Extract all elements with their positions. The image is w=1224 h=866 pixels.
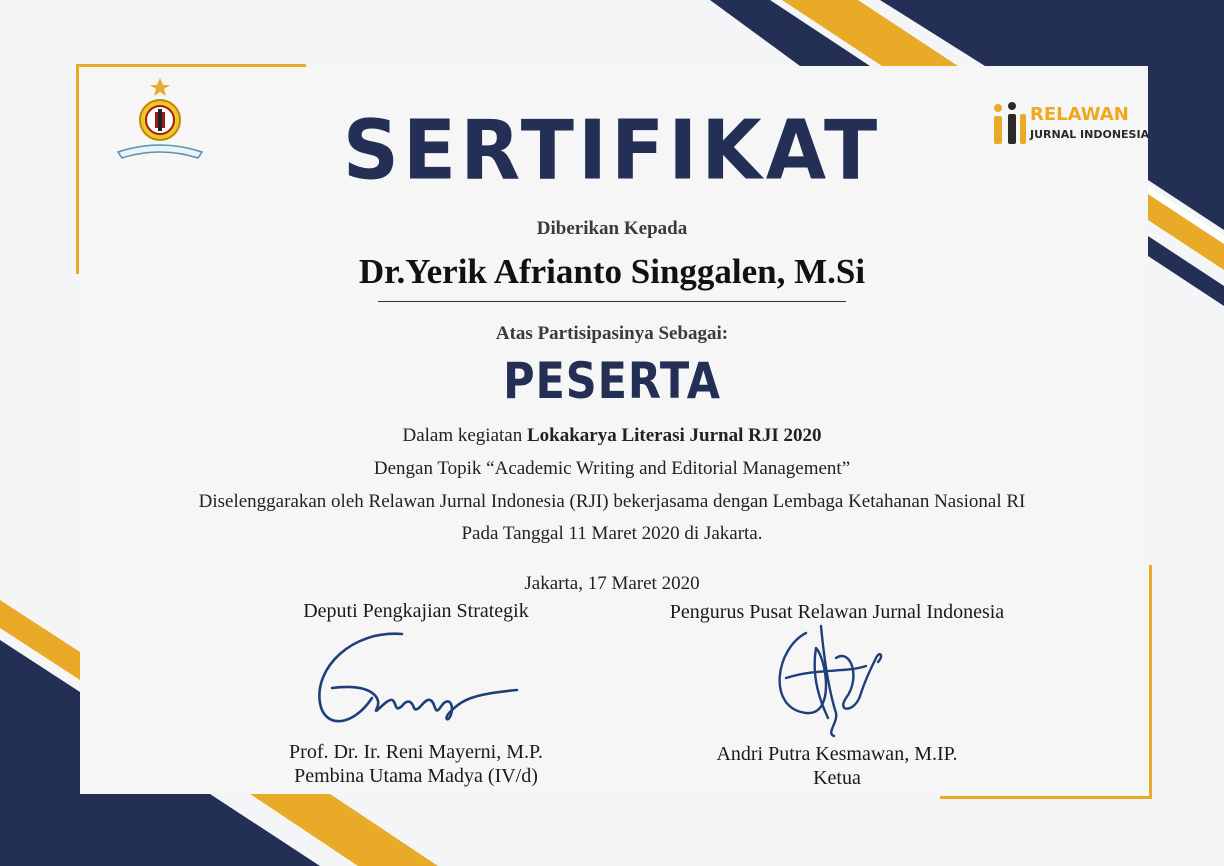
rji-logo-line2: JURNAL INDONESIA <box>1030 128 1150 141</box>
participant-role: PESERTA <box>503 352 721 410</box>
event-line <box>0 425 1224 447</box>
left-signatory <box>236 740 596 788</box>
right-signatory <box>662 742 1012 790</box>
event-prefix: Dalam kegiatan <box>402 425 527 446</box>
rji-logo-line1: RELAWAN <box>1030 104 1129 125</box>
frame-accent-bottom-right <box>940 796 1152 799</box>
left-signature-image <box>312 628 527 738</box>
left-signatory-rank: Pembina Utama Madya (IV/d) <box>294 765 538 787</box>
topic-line: Dengan Topik “Academic Writing and Editorial Management” <box>373 458 851 479</box>
right-signatory-title: Pengurus Pusat Relawan Jurnal Indonesia <box>669 601 1005 623</box>
right-signatory-rank: Ketua <box>813 767 861 789</box>
right-signatory-name: Andri Putra Kesmawan, M.IP. <box>716 743 958 765</box>
left-signatory-name: Prof. Dr. Ir. Reni Mayerni, M.P. <box>289 741 543 763</box>
frame-accent-right <box>1149 565 1152 799</box>
participation-label: Atas Partisipasinya Sebagai: <box>495 323 729 344</box>
certificate-title: SERTIFIKAT <box>342 103 882 199</box>
place-date: Jakarta, 17 Maret 2020 <box>524 573 700 594</box>
right-signature-image <box>766 618 896 743</box>
name-underline <box>378 301 846 302</box>
organizer-line: Diselenggarakan oleh Relawan Jurnal Indonesia (RJI) bekerjasama dengan Lembaga Ketahanan Nasional RI <box>198 491 1026 512</box>
frame-accent-top-left <box>76 64 306 67</box>
event-name: Lokakarya Literasi Jurnal RJI 2020 <box>526 425 822 446</box>
given-to-label: Diberikan Kepada <box>536 218 688 239</box>
left-signatory-title: Deputi Pengkajian Strategik <box>303 600 529 622</box>
event-date-line: Pada Tanggal 11 Maret 2020 di Jakarta. <box>461 523 763 544</box>
recipient-name: Dr.Yerik Afrianto Singgalen, M.Si <box>358 252 866 291</box>
